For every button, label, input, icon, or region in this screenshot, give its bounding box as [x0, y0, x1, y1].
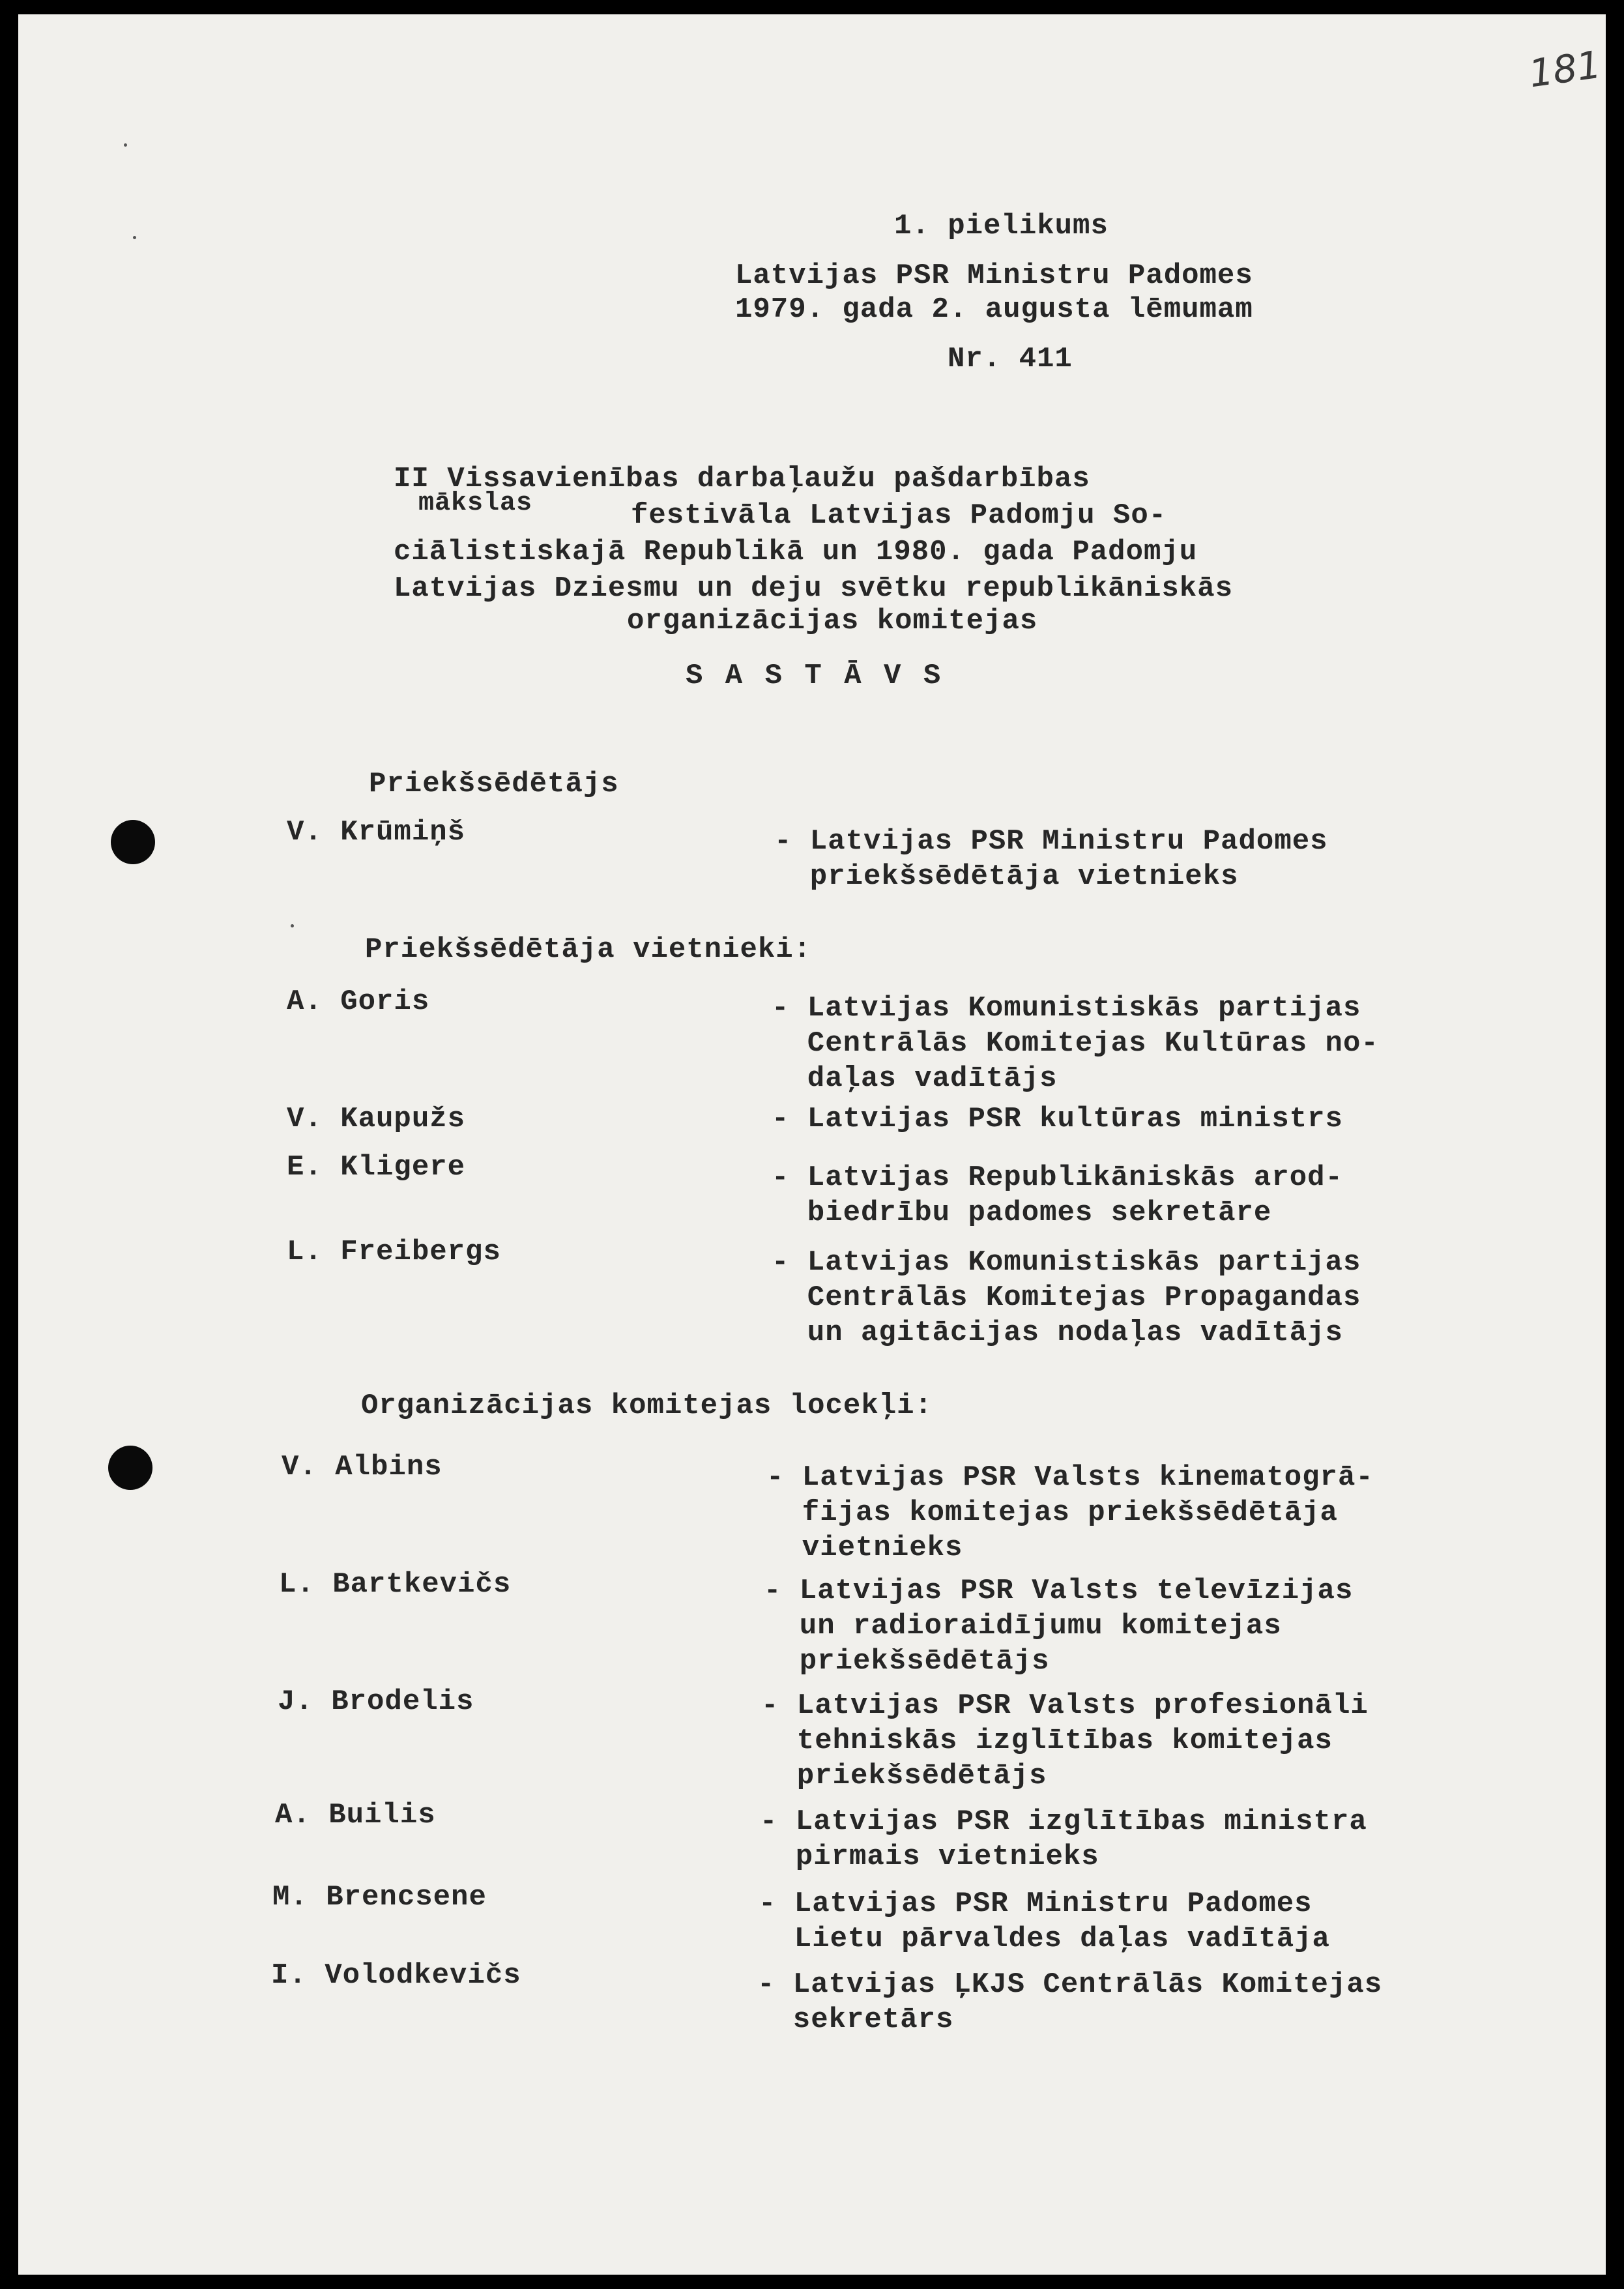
role-line: sekretārs [757, 2004, 954, 2036]
role-line: daļas vadītājs [772, 1062, 1058, 1095]
appendix-label: 1. pielikums [894, 210, 1109, 242]
member-name: V. Kaupužs [287, 1103, 466, 1135]
section-heading-members: Organizācijas komitejas locekļi: [361, 1390, 933, 1422]
role-line: biedrību padomes sekretāre [772, 1197, 1272, 1229]
role-line: Centrālās Komitejas Kultūras no- [772, 1027, 1379, 1060]
role-line: - Latvijas PSR Ministru Padomes [774, 825, 1328, 858]
role-line: fijas komitejas priekšsēdētāja [766, 1496, 1338, 1529]
document-page [18, 14, 1606, 2275]
title-line-4: Latvijas Dziesmu un deju svētku republikāniskās [394, 572, 1234, 605]
title-line-3: ciālistiskajā Republikā un 1980. gada Padomju [394, 536, 1198, 568]
punch-hole-top [111, 820, 155, 864]
header-line-1: Latvijas PSR Ministru Padomes [735, 259, 1253, 292]
section-heading-chairman: Priekšsēdētājs [369, 768, 619, 800]
role-line: un agitācijas nodaļas vadītājs [772, 1317, 1343, 1349]
role-line: Centrālās Komitejas Propagandas [772, 1281, 1361, 1314]
role-line: - Latvijas PSR kultūras ministrs [772, 1103, 1343, 1135]
punch-hole-bottom [108, 1446, 152, 1490]
role-line: - Latvijas Komunistiskās partijas [772, 992, 1361, 1025]
role-line: - Latvijas ĻKJS Centrālās Komitejas [757, 1968, 1383, 2001]
member-role [772, 1246, 1361, 1409]
role-line: priekšsēdētājs [764, 1645, 1050, 1678]
title-line-2-b: festivāla Latvijas Padomju So- [631, 499, 1167, 532]
member-name: V. Krūmiņš [287, 816, 466, 849]
member-name: J. Brodelis [278, 1685, 474, 1718]
member-name: I. Volodkevičs [271, 1959, 521, 1992]
paper-speck [291, 924, 294, 927]
role-line: - Latvijas PSR Valsts televīzijas [764, 1575, 1354, 1607]
member-name: V. Albins [282, 1451, 442, 1483]
role-line: - Latvijas PSR Ministru Padomes [759, 1888, 1312, 1920]
paper-speck [124, 143, 127, 147]
composition-heading: S A S T Ā V S [686, 660, 944, 692]
member-name: L. Bartkevičs [279, 1568, 512, 1601]
member-name: E. Kligere [287, 1151, 466, 1184]
member-name: A. Goris [287, 985, 430, 1018]
role-line: priekšsēdētājs [761, 1760, 1047, 1792]
member-name: A. Builis [275, 1799, 436, 1831]
role-line: - Latvijas Republikāniskās arod- [772, 1161, 1343, 1194]
member-name: L. Freibergs [287, 1236, 501, 1268]
role-line: - Latvijas PSR izglītības ministra [760, 1805, 1367, 1838]
title-line-1: II Vissavienības darbaļaužu pašdarbības [394, 463, 1090, 495]
member-name: M. Brencsene [272, 1881, 487, 1914]
role-line: priekšsēdētāja vietnieks [774, 860, 1239, 893]
role-line: Lietu pārvaldes daļas vadītāja [759, 1923, 1330, 1955]
title-line-5: organizācijas komitejas [627, 605, 1038, 637]
role-line: tehniskās izglītības komitejas [761, 1725, 1333, 1757]
role-line: pirmais vietnieks [760, 1841, 1099, 1873]
role-line: - Latvijas PSR Valsts profesionāli [761, 1689, 1369, 1722]
role-line: un radioraidījumu komitejas [764, 1610, 1282, 1642]
role-line: - Latvijas Komunistiskās partijas [772, 1246, 1361, 1279]
title-line-2-a: mākslas [418, 489, 533, 518]
role-line: vietnieks [766, 1532, 963, 1564]
decision-number: Nr. 411 [948, 343, 1073, 375]
member-role [757, 1968, 1383, 2099]
section-heading-deputies: Priekšsēdētāja vietnieki: [365, 933, 812, 966]
role-line: - Latvijas PSR Valsts kinematogrā- [766, 1461, 1374, 1494]
header-line-2: 1979. gada 2. augusta lēmumam [735, 293, 1253, 326]
paper-speck [133, 236, 136, 239]
page-number: 181 [1526, 42, 1604, 96]
